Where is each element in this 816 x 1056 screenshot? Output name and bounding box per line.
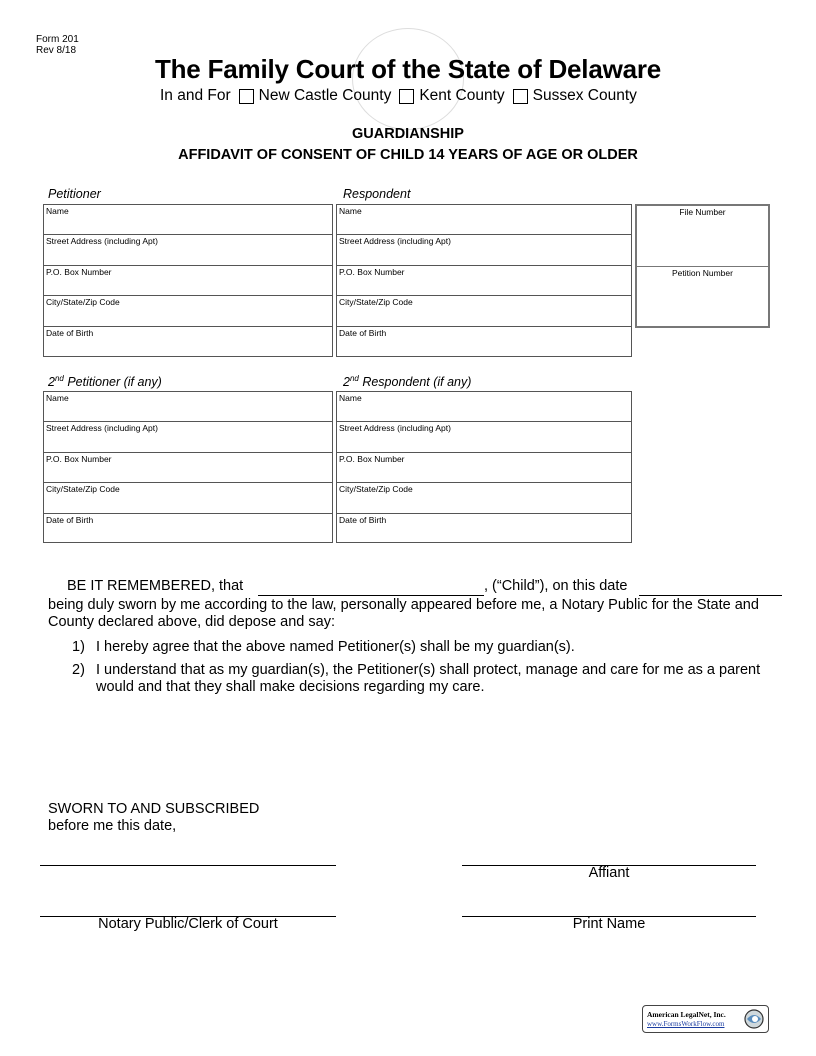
- print-name-label: Print Name: [572, 916, 646, 932]
- respondent-label: Respondent: [343, 187, 411, 201]
- item-2-text-line2: would and that they shall make decisions regarding my care.: [96, 679, 485, 695]
- petitioner2-label: 2nd Petitioner (if any): [48, 374, 162, 390]
- petitioner-box: [43, 204, 333, 357]
- court-title: The Family Court of the State of Delaware: [154, 54, 662, 84]
- be-it-remembered: BE IT REMEMBERED, that: [67, 578, 244, 594]
- date-line[interactable]: [639, 578, 782, 596]
- petitioner2-dob-field[interactable]: Date of Birth: [46, 514, 94, 525]
- petitioner2-pobox-field[interactable]: P.O. Box Number: [44, 453, 332, 483]
- item-2-text-line1: I understand that as my guardian(s), the Petitioner(s) shall protect, manage and care for me as a parent: [96, 662, 761, 678]
- kent-checkbox[interactable]: [399, 89, 414, 104]
- petitioner-street-field[interactable]: Street Address (including Apt): [44, 235, 332, 265]
- court-use-box: [635, 204, 770, 328]
- respondent2-label: 2nd Respondent (if any): [343, 374, 472, 390]
- respondent-name-field[interactable]: Name: [337, 205, 631, 235]
- sussex-checkbox[interactable]: [513, 89, 528, 104]
- petitioner2-box: [43, 391, 333, 543]
- form-heading-affidavit: AFFIDAVIT OF CONSENT OF CHILD 14 YEARS OF AGE OR OLDER: [178, 147, 638, 163]
- sworn-line-2: before me this date,: [48, 818, 177, 834]
- notary-signature-line[interactable]: [40, 865, 336, 866]
- respondent-city-field[interactable]: City/State/Zip Code: [337, 296, 631, 326]
- respondent-box: [336, 204, 632, 357]
- sworn-line-1: SWORN TO AND SUBSCRIBED: [48, 801, 260, 817]
- petitioner-name-field[interactable]: Name: [44, 205, 332, 235]
- respondent-street-field[interactable]: Street Address (including Apt): [337, 235, 631, 265]
- respondent-pobox-field[interactable]: P.O. Box Number: [337, 266, 631, 296]
- file-number-field[interactable]: File Number: [637, 206, 768, 267]
- petitioner-pobox-field[interactable]: P.O. Box Number: [44, 266, 332, 296]
- child-name-line[interactable]: [258, 578, 484, 596]
- petitioner-city-field[interactable]: City/State/Zip Code: [44, 296, 332, 326]
- petitioner2-name-field[interactable]: Name: [44, 392, 332, 422]
- respondent2-name-field[interactable]: Name: [337, 392, 631, 422]
- respondent2-dob-field[interactable]: Date of Birth: [339, 514, 387, 525]
- county-prefix: In and For: [160, 87, 231, 104]
- globe-icon: [743, 1008, 765, 1030]
- item-1-text: I hereby agree that the above named Petitioner(s) shall be my guardian(s).: [96, 639, 575, 655]
- respondent2-city-field[interactable]: City/State/Zip Code: [337, 483, 631, 513]
- item-2-number: 2): [72, 662, 85, 678]
- affidavit-line-2: being duly sworn by me according to the law, personally appeared before me, a Notary Public for the State and: [48, 597, 759, 613]
- petitioner2-street-field[interactable]: Street Address (including Apt): [44, 422, 332, 452]
- respondent-dob-field[interactable]: Date of Birth: [339, 327, 387, 338]
- respondent2-street-field[interactable]: Street Address (including Apt): [337, 422, 631, 452]
- kent-label: Kent County: [419, 87, 505, 104]
- respondent2-pobox-field[interactable]: P.O. Box Number: [337, 453, 631, 483]
- child-text: , (“Child”), on this date: [484, 578, 628, 594]
- affiant-label: Affiant: [588, 865, 630, 881]
- american-legalnet-logo[interactable]: [642, 1005, 769, 1033]
- petitioner-label: Petitioner: [48, 187, 101, 201]
- logo-url: www.FormsWorkFlow.com: [647, 1020, 725, 1028]
- new-castle-label: New Castle County: [258, 87, 392, 104]
- form-number: Form 201: [36, 34, 79, 45]
- item-1-number: 1): [72, 639, 85, 655]
- affidavit-line-3: County declared above, did depose and say:: [48, 614, 335, 630]
- logo-company: American LegalNet, Inc.: [647, 1010, 726, 1019]
- petition-number-field[interactable]: Petition Number: [672, 268, 733, 278]
- notary-label: Notary Public/Clerk of Court: [98, 916, 278, 932]
- form-heading-guardianship: GUARDIANSHIP: [352, 126, 464, 142]
- petitioner2-city-field[interactable]: City/State/Zip Code: [44, 483, 332, 513]
- new-castle-checkbox[interactable]: [239, 89, 254, 104]
- county-selection: [160, 87, 637, 105]
- petitioner-dob-field[interactable]: Date of Birth: [46, 327, 94, 338]
- respondent2-box: [336, 391, 632, 543]
- sussex-label: Sussex County: [532, 87, 637, 104]
- form-revision: Rev 8/18: [36, 45, 77, 56]
